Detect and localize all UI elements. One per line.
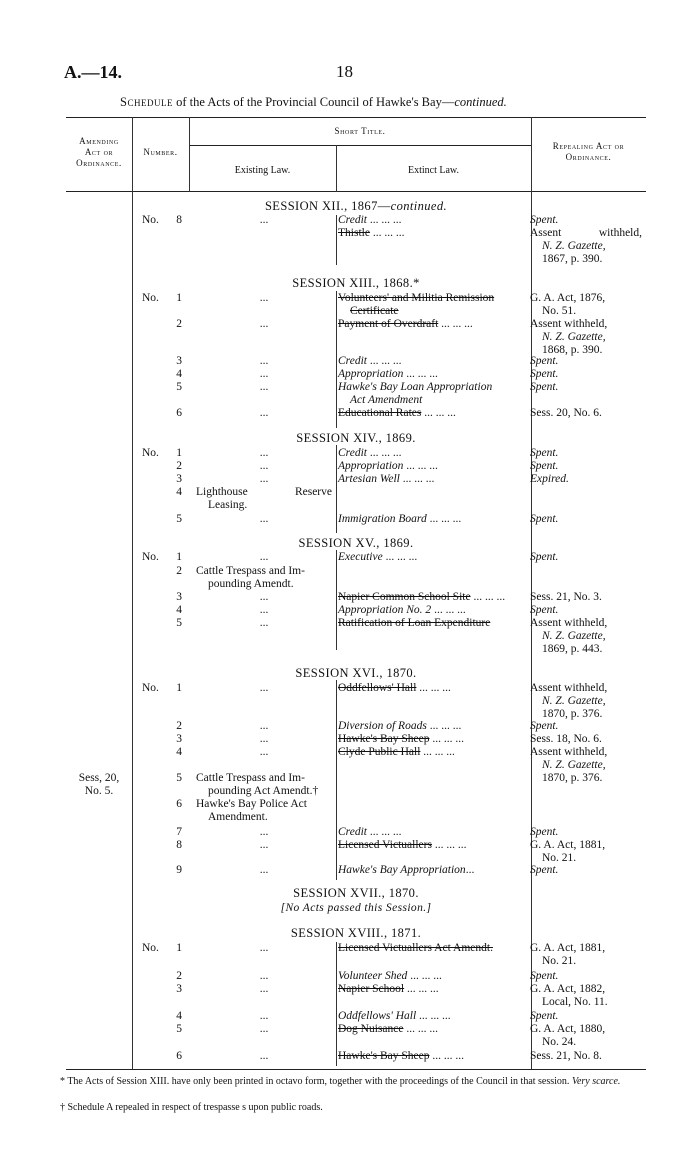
row-no-label: No. [142,682,159,694]
repealing-act: Spent. [530,214,559,226]
existing-law-blank: ... [259,460,269,472]
extinct-law: Educational Rates [338,407,422,419]
row-number: 2 [176,460,182,472]
footnote-dagger: † Schedule A repealed in respect of trespasse s upon public roads. [60,1102,323,1113]
existing-law-blank: ... [259,214,269,226]
row-number: 6 [176,798,182,810]
row-number: 4 [176,368,182,380]
row-no-label: No. [142,292,159,304]
header-amending-line3: Ordinance. [76,158,122,168]
extinct-law: Licensed Victuallers [338,839,432,851]
repealing-line1: Assent withheld, [530,227,642,239]
existing-law-blank: ... [259,826,269,838]
existing-law-blank: ... [259,604,269,616]
extinct-law: Clyde Public Hall [338,746,421,758]
row-number: 4 [176,486,182,498]
extinct-law: Appropriation ... . [338,460,522,473]
repealing-act: Spent. [530,513,559,525]
existing-law-blank: ... [259,720,269,732]
short-title-rule [189,145,531,146]
row-number: 3 [176,591,182,603]
row-number: 2 [176,565,182,577]
existing-law-blank: ... [259,318,269,330]
row-number: 4 [176,604,182,616]
row-number: 1 [176,447,182,459]
col-divider-existing-s12 [336,215,337,265]
extinct-law: Diversion of Roads ... . [338,720,522,733]
repealing-line2: N. Z. Gazette, [542,331,606,343]
repealing-act: Spent. [530,355,559,367]
extinct-line1: Hawke's Bay Loan Appropriation [338,381,493,393]
repealing-line1: G. A. Act, 1882, [530,983,606,995]
extinct-line1: Volunteers' and Militia Remission [338,292,495,304]
extinct-line2: Certificate [350,305,399,317]
row-number: 8 [176,214,182,226]
existing-law [196,486,332,512]
extinct-law: Credit ... . [338,355,522,368]
existing-law-blank: ... [259,746,269,758]
col-divider-existing-s14 [336,445,337,533]
existing-law-blank: ... [259,733,269,745]
session-xii-continued: continued. [390,199,448,213]
existing-law-blank: ... [259,473,269,485]
table-top-rule [66,117,646,118]
extinct-law: Appropriation No. 2 ... . [338,604,522,617]
footnote-star-italic: Very scarce. [571,1076,621,1087]
extinct-law: Appropriation ... . [338,368,522,381]
extinct-law: Executive ... . [338,551,522,564]
existing-law-blank: ... [259,942,269,954]
session-heading-xvi: SESSION XVI., 1870. [295,666,417,680]
extinct-law [338,381,522,407]
extinct-law: Hawke's Bay Sheep [338,733,430,745]
col-divider-existing-s15 [336,550,337,650]
repealing-act: Sess. 21, No. 8. [530,1050,602,1062]
repealing-act: Spent. [530,826,559,838]
existing-law-blank: ... [259,591,269,603]
repealing-act: Spent. [530,551,559,563]
repealing-line2: No. 21. [542,852,577,864]
repealing-line2: N. Z. Gazette, [542,759,606,771]
schedule-title-suffix: continued. [454,95,507,109]
extinct-law: Licensed Victuallers Act Amendt. [338,942,493,954]
table-bottom-rule [66,1069,646,1070]
existing-law-blank: ... [259,447,269,459]
existing-law-blank: ... [259,983,269,995]
repealing-act: Spent. [530,970,559,982]
repealing-act [530,746,642,785]
row-number: 1 [176,682,182,694]
page-number: 18 [336,62,353,81]
extinct-law: Napier School [338,983,405,995]
row-number: 6 [176,407,182,419]
header-repealing [531,141,646,163]
extinct-law: Payment of Overdraft [338,318,439,330]
row-no-label: No. [142,214,159,226]
leader-dots: ... [465,864,475,876]
existing-law-blank: ... [259,292,269,304]
schedule-title-prefix: Schedule [120,95,173,109]
session-heading-xv: SESSION XV., 1869. [298,536,414,550]
row-number: 2 [176,720,182,732]
existing-line2: pounding Amendt. [208,578,294,590]
repealing-line1: G. A. Act, 1876, [530,292,606,304]
row-number: 3 [176,473,182,485]
row-number: 1 [176,551,182,563]
row-no-label: No. [142,551,159,563]
repealing-act [530,682,642,721]
existing-law-blank: ... [259,970,269,982]
existing-law-blank: ... [259,617,269,629]
session-xvii-note: [No Acts passed this Session.] [280,902,432,914]
col-divider-existing-s16 [336,680,337,880]
row-number: 3 [176,733,182,745]
repealing-line2: N. Z. Gazette, [542,695,606,707]
repealing-act: Sess. 21, No. 3. [530,591,602,603]
repealing-line2: No. 24. [542,1036,577,1048]
extinct-law: Thistle [338,227,370,239]
row-number: 2 [176,970,182,982]
header-existing-law: Existing Law. [234,165,291,176]
existing-law-blank: ... [259,355,269,367]
header-amending-line1: Amending [79,136,119,146]
repealing-act [530,318,642,357]
extinct-line2: Act Amendment [350,394,423,406]
repealing-act: Spent. [530,604,559,616]
row-number: 1 [176,292,182,304]
existing-law-blank: ... [259,513,269,525]
header-repealing-line2: Ordinance. [565,152,612,162]
repealing-act: Spent. [530,1010,559,1022]
extinct-law [338,292,522,318]
repealing-act [530,227,642,266]
existing-line1: Lighthouse Reserve [196,486,332,498]
session-heading-xiii: SESSION XIII., 1868.* [292,276,420,290]
row-number: 1 [176,942,182,954]
repealing-act [530,292,642,318]
repealing-line3: 1870, p. 376. [542,708,603,720]
amending-act [66,772,132,798]
existing-law-blank: ... [259,381,269,393]
row-number: 8 [176,839,182,851]
footnote-star-text: * The Acts of Session XIII. have only been printed in octavo form, together with the proceedings of the Council in that session. [60,1076,570,1087]
repealing-line3: 1869, p. 443. [542,643,603,655]
repealing-act: Spent. [530,381,559,393]
existing-line1: Cattle Trespass and Im- [196,565,305,577]
repealing-act: Spent. [530,864,559,876]
existing-law [196,565,332,591]
session-heading-xiv: SESSION XIV., 1869. [296,431,416,445]
schedule-title-middle: of the Acts of the Provincial Council of Hawke's Bay— [176,95,455,109]
existing-law-blank: ... [259,1010,269,1022]
repealing-act: Sess. 18, No. 6. [530,733,602,745]
repealing-line2: N. Z. Gazette, [542,630,606,642]
repealing-act [530,942,642,968]
existing-law-blank: ... [259,407,269,419]
repealing-line1: G. A. Act, 1881, [530,942,606,954]
row-number: 3 [176,355,182,367]
extinct-law: Hawke's Bay Sheep [338,1050,430,1062]
extinct-law: Immigration Board ... . [338,513,522,526]
session-heading-xviii: SESSION XVIII., 1871. [290,926,422,940]
repealing-act: Sess. 20, No. 6. [530,407,602,419]
existing-line1: Cattle Trespass and Im- [196,772,305,784]
extinct-law: Credit ... . [338,826,522,839]
footnote-star [60,1076,650,1088]
repealing-act: Spent. [530,720,559,732]
row-no-label: No. [142,942,159,954]
extinct-law: Oddfellows' Hall [338,682,417,694]
existing-law-blank: ... [259,864,269,876]
existing-law-blank: ... [259,682,269,694]
existing-law-blank: ... [259,551,269,563]
row-number: 5 [176,617,182,629]
repealing-act: Spent. [530,368,559,380]
existing-law-blank: ... [259,368,269,380]
amending-line2: No. 5. [84,785,114,797]
repealing-act [530,983,642,1009]
extinct-law: Oddfellows' Hall ... . [338,1010,522,1023]
repealing-act: Spent. [530,447,559,459]
repealing-line1: Assent withheld, [530,318,608,330]
repealing-line2: Local, No. 11. [542,996,608,1008]
page-reference: A.—14. [64,62,122,82]
existing-law-blank: ... [259,1050,269,1062]
session-heading-xvii: SESSION XVII., 1870. [293,886,419,900]
existing-line2: pounding Act Amendt.† [208,785,319,797]
header-bottom-rule [66,191,646,192]
repealing-line1: Assent withheld, [530,746,608,758]
row-number: 4 [176,746,182,758]
repealing-line2: No. 51. [542,305,577,317]
existing-law [196,772,332,798]
repealing-line3: 1870, p. 376. [542,772,603,784]
repealing-act [530,1023,642,1049]
existing-law-blank: ... [259,839,269,851]
repealing-act: Spent. [530,460,559,472]
existing-line1: Hawke's Bay Police Act [196,798,307,810]
row-number: 5 [176,1023,182,1035]
extinct-law-text: Hawke's Bay Appropriation [338,864,466,876]
existing-law-blank: ... [259,1023,269,1035]
col-divider-existing-s13 [336,291,337,428]
header-amending-line2: Act or [84,147,114,157]
extinct-law: Dog Nuisance [338,1023,404,1035]
row-number: 5 [176,381,182,393]
repealing-line3: 1867, p. 390. [542,253,603,265]
repealing-line1: Assent withheld, [530,682,608,694]
row-number: 9 [176,864,182,876]
session-xii-title: SESSION XII., 1867— [264,199,391,213]
repealing-line1: G. A. Act, 1880, [530,1023,606,1035]
row-number: 4 [176,1010,182,1022]
amending-line1: Sess, 20, [78,772,120,784]
repealing-line1: G. A. Act, 1881, [530,839,606,851]
row-no-label: No. [142,447,159,459]
repealing-line1: Assent withheld, [530,617,608,629]
extinct-law: Volunteer Shed ... . [338,970,522,983]
repealing-act [530,617,642,656]
row-number: 5 [176,772,182,784]
existing-line2: Amendment. [208,811,268,823]
row-number: 6 [176,1050,182,1062]
repealing-line2: N. Z. Gazette, [542,240,606,252]
repealing-line2: No. 21. [542,955,577,967]
schedule-title [120,95,640,110]
col-divider-existing-s18 [336,942,337,1066]
header-repealing-line1: Repealing Act or [552,141,625,151]
existing-law [196,798,332,824]
row-number: 2 [176,318,182,330]
header-short-title: Short Title. [334,126,386,136]
extinct-law [338,864,522,877]
extinct-law: Napier Common School Site [338,591,471,603]
extinct-law: Ratification of Loan Expenditure [338,617,491,629]
repealing-act [530,839,642,865]
extinct-law: Artesian Well ... . [338,473,522,486]
session-heading-xii [66,199,646,214]
repealing-act: Expired. [530,473,569,485]
header-extinct-law: Extinct Law. [407,165,459,176]
existing-line2: Leasing. [208,499,248,511]
header-amending [66,136,132,169]
repealing-line3: 1868, p. 390. [542,344,603,356]
row-number: 3 [176,983,182,995]
header-number: Number. [143,147,178,157]
extinct-law: Credit ... . [338,214,522,227]
row-number: 7 [176,826,182,838]
extinct-law: Credit ... . [338,447,522,460]
row-number: 5 [176,513,182,525]
